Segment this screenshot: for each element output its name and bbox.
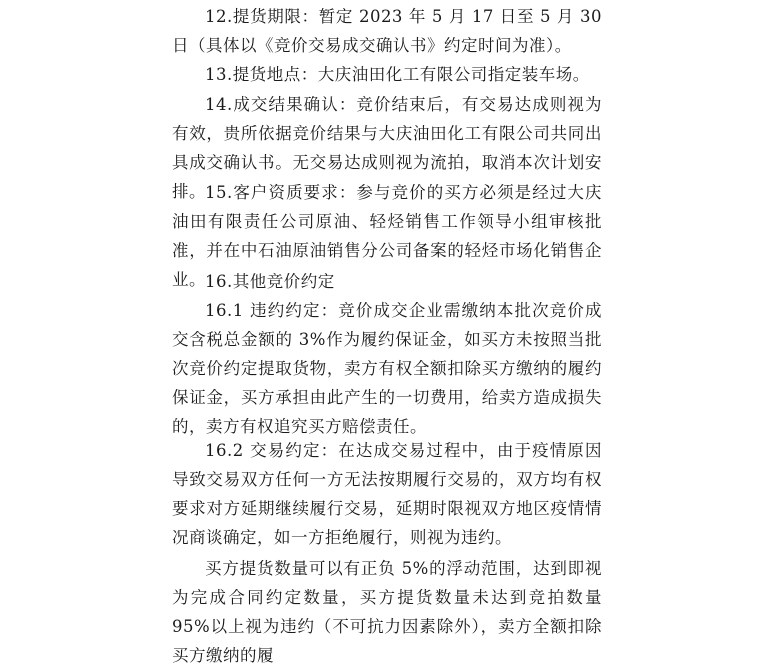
paragraph-customer-qualification: 15.客户资质要求：参与竞价的买方必须是经过大庆油田有限责任公司原油、轻烃销售工作领导小组审核批准，并在中石油原油销售分公司备案的轻烃市场化销售企业。 [172,183,602,289]
paragraph-breach-agreement: 16.1 违约约定：竞价成交企业需缴纳本批次竞价成交含税总金额的 3%作为履约保证金，如买方未按照当批次竞价约定提取货物，卖方有权全额扣除买方缴纳的履约保证金，买方承担由此产生的一切费用，给卖方造成损失的，卖方有权追究买方赔偿责任。 [172,301,602,436]
paragraph-other-agreements-heading: 16.其他竞价约定 [205,272,335,291]
paragraph-delivery-quantity: 买方提货数量可以有正负 5%的浮动范围，达到即视为完成合同约定数量，买方提货数量未达到竞拍数量 95%以上视为违约（不可抗力因素除外），卖方全额扣除买方缴纳的履 [172,559,602,665]
paragraph-transaction-agreement: 16.2 交易约定：在达成交易过程中，由于疫情原因导致交易双方任何一方无法按期履行交易的，双方均有权要求对方延期继续履行交易，延期时限视双方地区疫情情况商谈确定，如一方拒绝履行，则视为违约。 [172,441,602,547]
paragraph-delivery-period: 12.提货期限：暂定 2023 年 5 月 17 日至 5 月 30 日（具体以《竞价交易成交确认书》约定时间为准）。 [172,7,602,55]
paragraph-delivery-location: 13.提货地点：大庆油田化工有限公司指定装车场。 [205,65,590,84]
paragraph-result-confirmation: 14.成交结果确认：竞价结束后，有交易达成则视为有效，贵所依据竞价结果与大庆油田化工有限公司共同出具成交确认书。无交易达成则视为流拍，取消本次计划安排。 [172,95,602,201]
